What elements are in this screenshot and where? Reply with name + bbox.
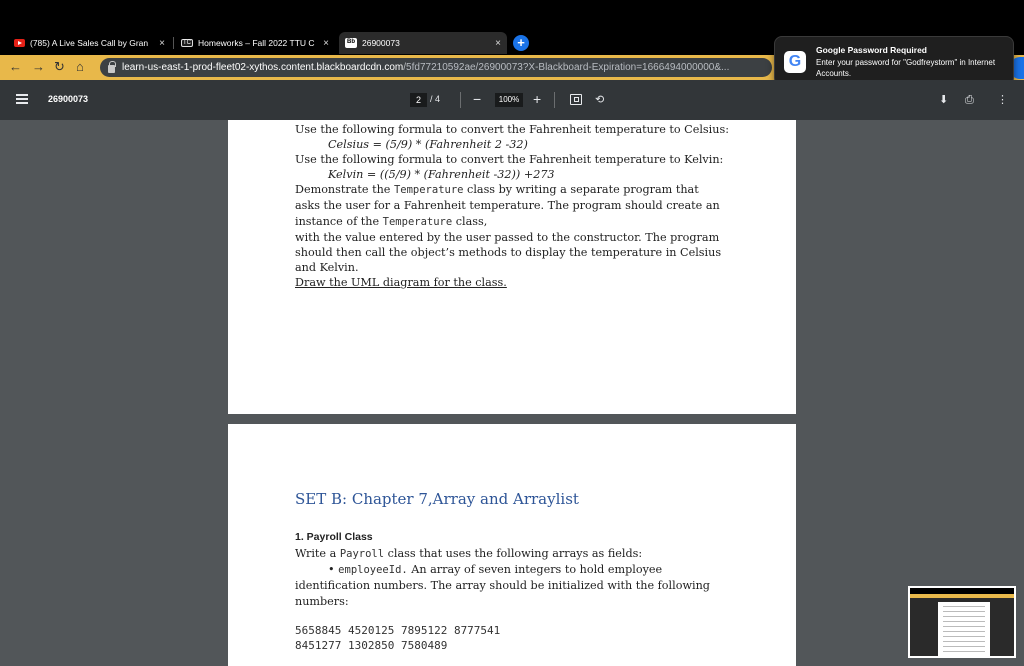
forward-arrow-icon[interactable]: → (32, 59, 45, 74)
toolbar-divider (460, 92, 461, 108)
text-span: Write a (295, 547, 340, 560)
page-number-input[interactable]: 2 (410, 93, 427, 107)
home-icon[interactable]: ⌂ (76, 59, 84, 74)
tab-close-icon[interactable]: × (323, 37, 329, 49)
pdf-toolbar (0, 80, 1024, 120)
zoom-out-button[interactable]: − (473, 91, 482, 107)
page-total: / 4 (430, 94, 441, 104)
text-line: and Kelvin. (295, 261, 359, 274)
bullet: • (328, 563, 335, 576)
tab-title: (785) A Live Sales Call by Gran (30, 38, 149, 48)
text-line: numbers: (295, 595, 349, 608)
subsection-heading: 1. Payroll Class (295, 531, 373, 543)
code-span: Temperature (393, 184, 464, 196)
text-line-underlined: Draw the UML diagram for the class. (295, 276, 507, 289)
tab-close-icon[interactable]: × (159, 37, 165, 49)
tab-title: Homeworks – Fall 2022 TTU C (198, 38, 315, 48)
thumbnail-toolbar (910, 594, 1014, 598)
code-span: Payroll (339, 548, 385, 560)
tab-youtube[interactable] (8, 33, 171, 53)
text-line: with the value entered by the user passed to the constructor. The program (295, 231, 720, 244)
blackboard-icon: Bb (345, 38, 357, 48)
zoom-input[interactable]: 100% (495, 93, 523, 107)
bullet-line (328, 562, 662, 578)
pdf-document-area[interactable] (0, 120, 1024, 666)
text-line: Use the following formula to convert the Fahrenheit temperature to Celsius: (295, 123, 729, 136)
document-title: 26900073 (48, 94, 89, 104)
notification-body: Enter your password for "Godfreystorm" in Internet Accounts. (816, 58, 996, 78)
tab-divider (173, 37, 174, 49)
google-logo-icon: G (784, 51, 806, 73)
menu-icon[interactable] (16, 94, 28, 104)
youtube-icon (14, 39, 25, 47)
tab-title: 26900073 (362, 38, 400, 48)
lock-icon[interactable] (108, 65, 115, 73)
tab-close-icon[interactable]: × (495, 37, 501, 49)
print-icon[interactable]: ⎙ (965, 94, 974, 106)
reload-icon[interactable]: ↻ (54, 59, 65, 74)
back-arrow-icon[interactable]: ← (9, 59, 22, 74)
text-line (295, 214, 487, 230)
notification-title: Google Password Required (816, 45, 927, 55)
tc-icon: TC (183, 40, 191, 46)
pdf-page (228, 120, 796, 414)
code-span: Temperature (382, 216, 453, 228)
text-line: identification numbers. The array should be initialized with the following (295, 579, 710, 592)
text-span: An array of seven integers to hold employee (407, 563, 663, 576)
url-path: /5fd77210592ae/26900073?X-Blackboard-Expiration=1666494000000&... (403, 62, 730, 73)
more-options-icon[interactable]: ⋮ (997, 94, 1008, 106)
download-icon[interactable]: ⬇ (939, 94, 949, 106)
text-line: should then call the object’s methods to display the temperature in Celsius (295, 246, 722, 259)
thumbnail-page (938, 602, 990, 658)
tab-homeworks[interactable] (175, 33, 335, 53)
number-row: 8451277 1302850 7580489 (295, 639, 448, 652)
text-line: asks the user for a Fahrenheit temperature. The program should create an (295, 199, 720, 212)
text-span: class that uses the following arrays as fields: (384, 547, 643, 560)
fit-page-icon[interactable] (570, 94, 582, 105)
new-tab-button[interactable]: + (513, 35, 529, 51)
url-text[interactable] (122, 62, 729, 73)
code-span: employeeId. (338, 564, 408, 576)
text-span: Demonstrate the (295, 183, 394, 196)
url-host: learn-us-east-1-prod-fleet02-xythos.content.blackboardcdn.com (122, 62, 404, 73)
text-span: class, (452, 215, 488, 228)
section-heading: SET B: Chapter 7,Array and Arraylist (295, 490, 579, 508)
text-line: Use the following formula to convert the Fahrenheit temperature to Kelvin: (295, 153, 724, 166)
text-line (295, 546, 642, 562)
zoom-in-button[interactable]: + (533, 91, 542, 107)
rotate-icon[interactable]: ⟲ (595, 94, 605, 106)
text-line (295, 182, 699, 198)
google-password-notification[interactable] (774, 36, 1014, 86)
tab-blackboard-active[interactable] (339, 32, 507, 54)
text-span: class by writing a separate program that (463, 183, 699, 196)
pdf-page (228, 424, 796, 666)
screen-thumbnail[interactable] (908, 586, 1016, 658)
text-span: instance of the (295, 215, 383, 228)
toolbar-divider (554, 92, 555, 108)
formula-celsius: Celsius = (5/9) * (Fahrenheit 2 -32) (328, 138, 528, 151)
address-bar[interactable] (100, 58, 772, 77)
number-row: 5658845 4520125 7895122 8777541 (295, 624, 501, 637)
formula-kelvin: Kelvin = ((5/9) * (Fahrenheit -32)) +273 (328, 168, 555, 181)
